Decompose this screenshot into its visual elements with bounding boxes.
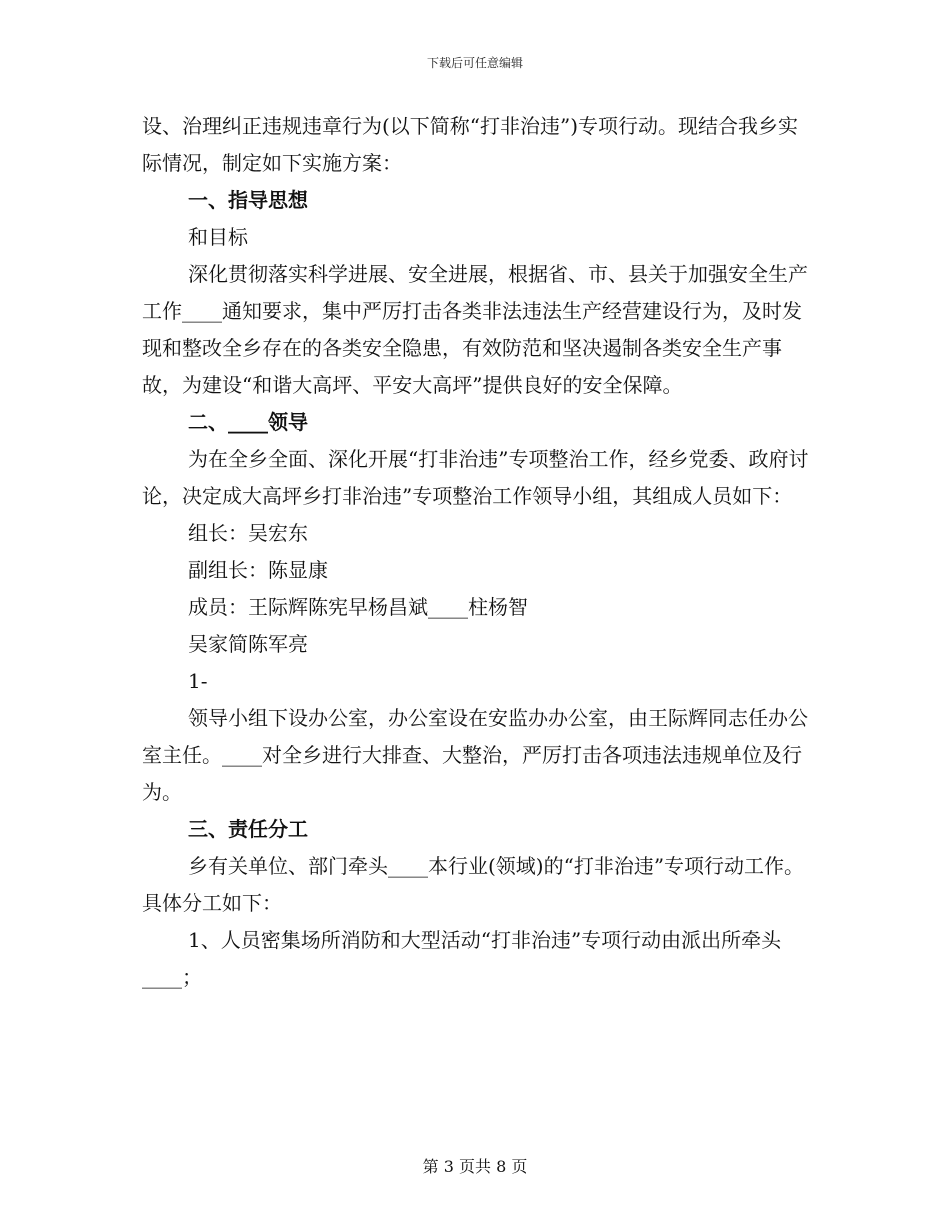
section-heading-3: 三、责任分工: [188, 817, 308, 841]
paragraph-9: 1-: [188, 669, 208, 693]
paragraph-12: 1、人员密集场所消防和大型活动“打非治违”专项行动由派出所牵头____；: [142, 928, 782, 989]
section-heading-2: 二、____领导: [188, 410, 308, 434]
page-footer: 第 3 页共 8 页: [422, 1157, 528, 1176]
section-heading-1: 一、指导思想: [188, 188, 308, 212]
page-header: 下载后可任意编辑: [426, 56, 523, 70]
paragraph-4: 为在全乡全面、深化开展“打非治违”专项整治工作，经乡党委、政府讨论，决定成大高坪乡打非治违”专项整治工作领导小组，其组成人员如下：: [142, 447, 809, 508]
paragraph-3: 深化贯彻落实科学进展、安全进展，根据省、市、县关于加强安全生产工作____通知要求，集中严厉打击各类非法违法生产经营建设行为，及时发现和整改全乡存在的各类安全隐患，有效防范和坚决遏制各类安全生产事故，为建设“和谐大高坪、平安大高坪”提供良好的安全保障。: [142, 262, 808, 397]
paragraph-10: 领导小组下设办公室，办公室设在安监办办公室，由王际辉同志任办公室主任。____对全乡进行大排查、大整治，严厉打击各项违法违规单位及行为。: [142, 706, 808, 804]
paragraph-11: 乡有关单位、部门牵头____本行业(领域)的“打非治违”专项行动工作。具体分工如下：: [142, 854, 805, 915]
paragraph-7: 成员：王际辉陈宪早杨昌斌____柱杨智: [188, 595, 528, 619]
paragraph-5: 组长：吴宏东: [188, 521, 308, 545]
paragraph-1: 设、治理纠正违规违章行为(以下简称“打非治违”)专项行动。现结合我乡实际情况，制定如下实施方案：: [142, 114, 799, 175]
paragraph-6: 副组长：陈显康: [188, 558, 328, 582]
paragraph-8: 吴家简陈军亮: [188, 632, 308, 656]
document-body: [142, 108, 812, 996]
paragraph-2: 和目标: [188, 225, 248, 249]
